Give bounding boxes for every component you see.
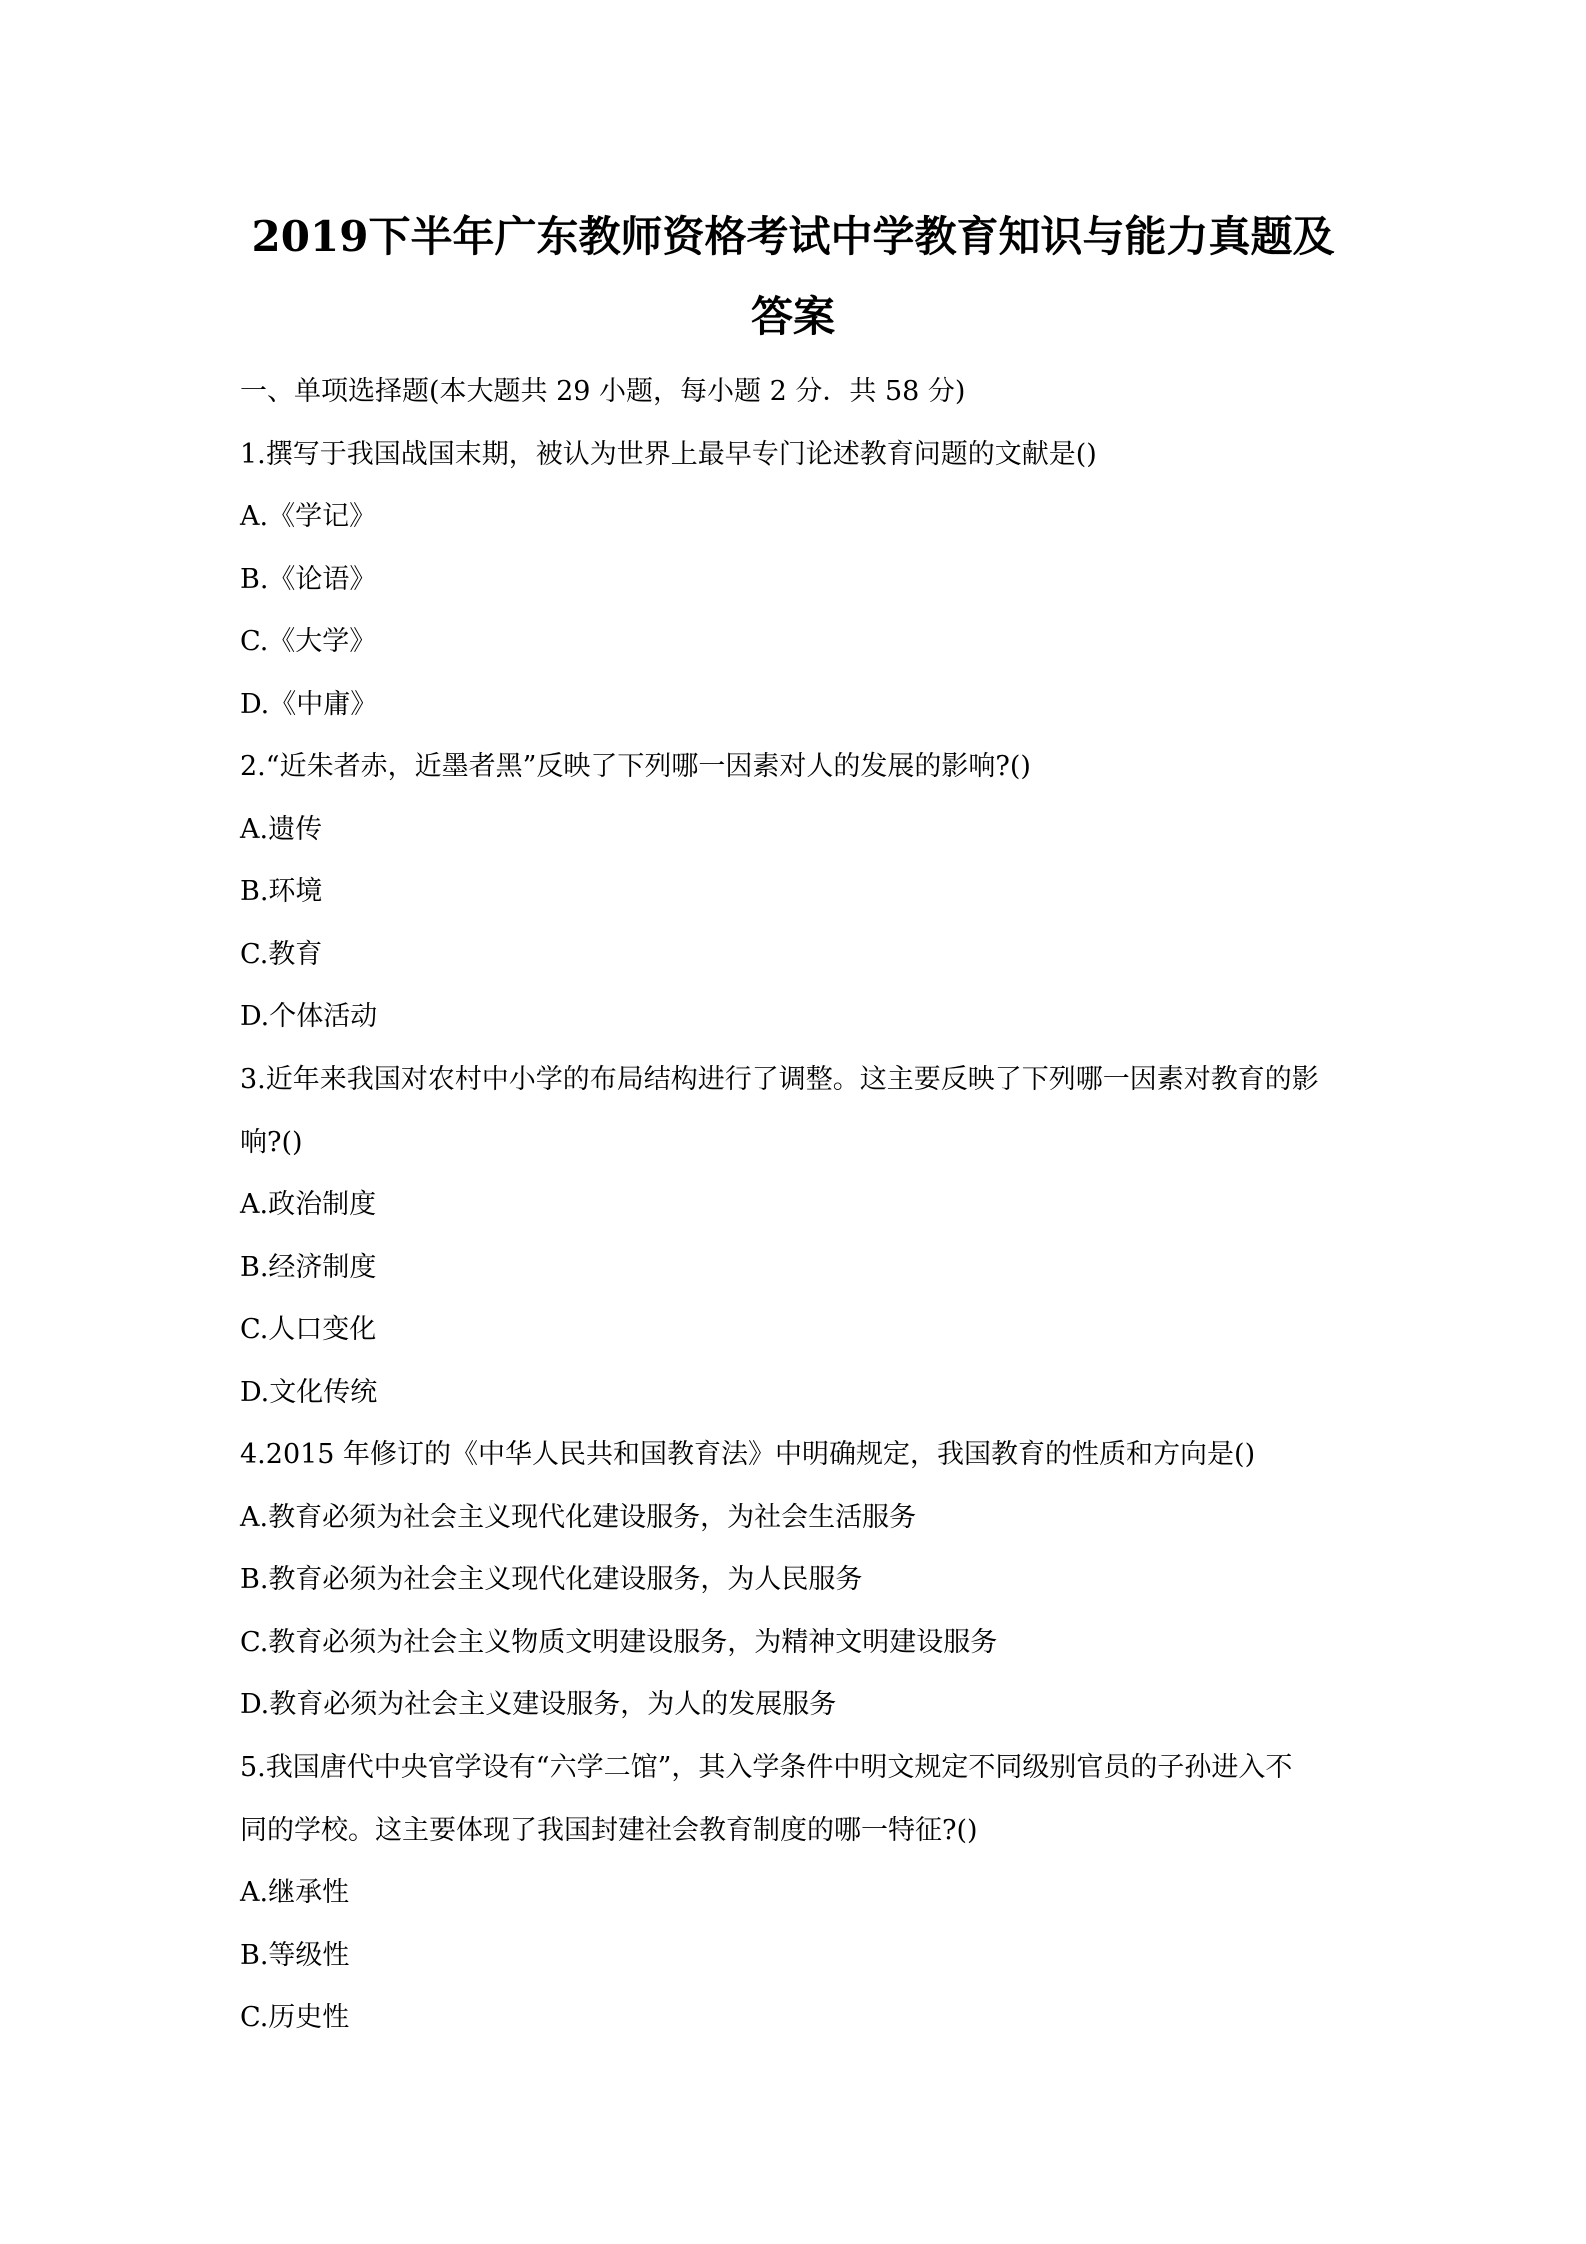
question-3-option-a: A.政治制度 [240, 1189, 377, 1220]
question-5-stem-line-1: 5.我国唐代中央官学设有“六学二馆”，其入学条件中明文规定不同级别官员的子孙进入不 [240, 1752, 1293, 1783]
question-3-option-b: B.经济制度 [240, 1252, 377, 1283]
question-3-stem-line-1: 3.近年来我国对农村中小学的布局结构进行了调整。这主要反映了下列哪一因素对教育的影 [240, 1064, 1319, 1095]
question-1-option-b: B.《论语》 [240, 564, 377, 595]
document-title-line-2: 答案 [750, 292, 835, 341]
question-5-option-c: C.历史性 [240, 2002, 350, 2033]
question-1-option-c: C.《大学》 [240, 626, 377, 657]
section-heading: 一、单项选择题(本大题共 29 小题，每小题 2 分．共 58 分) [240, 376, 966, 407]
question-1-option-d: D.《中庸》 [240, 689, 378, 720]
question-2-option-a: A.遗传 [240, 814, 323, 845]
question-2-option-b: B.环境 [240, 876, 323, 907]
question-2-stem: 2.“近朱者赤，近墨者黑”反映了下列哪一因素对人的发展的影响?() [240, 751, 1031, 782]
question-4-stem: 4.2015 年修订的《中华人民共和国教育法》中明确规定，我国教育的性质和方向是() [240, 1439, 1256, 1470]
question-4-option-a: A.教育必须为社会主义现代化建设服务，为社会生活服务 [240, 1502, 917, 1533]
question-4-option-b: B.教育必须为社会主义现代化建设服务，为人民服务 [240, 1564, 863, 1595]
question-1-option-a: A.《学记》 [240, 501, 377, 532]
question-1-stem: 1.撰写于我国战国末期，被认为世界上最早专门论述教育问题的文献是() [240, 439, 1097, 470]
document-title-line-1: 2019下半年广东教师资格考试中学教育知识与能力真题及 [251, 212, 1335, 261]
question-2-option-c: C.教育 [240, 939, 323, 970]
question-4-option-d: D.教育必须为社会主义建设服务，为人的发展服务 [240, 1689, 837, 1720]
question-5-stem-line-2: 同的学校。这主要体现了我国封建社会教育制度的哪一特征?() [240, 1815, 978, 1846]
question-3-option-d: D.文化传统 [240, 1377, 378, 1408]
question-5-option-b: B.等级性 [240, 1940, 350, 1971]
question-3-stem-line-2: 响?() [240, 1127, 303, 1158]
question-3-option-c: C.人口变化 [240, 1314, 377, 1345]
question-2-option-d: D.个体活动 [240, 1001, 378, 1032]
question-5-option-a: A.继承性 [240, 1877, 350, 1908]
question-4-option-c: C.教育必须为社会主义物质文明建设服务，为精神文明建设服务 [240, 1627, 998, 1658]
